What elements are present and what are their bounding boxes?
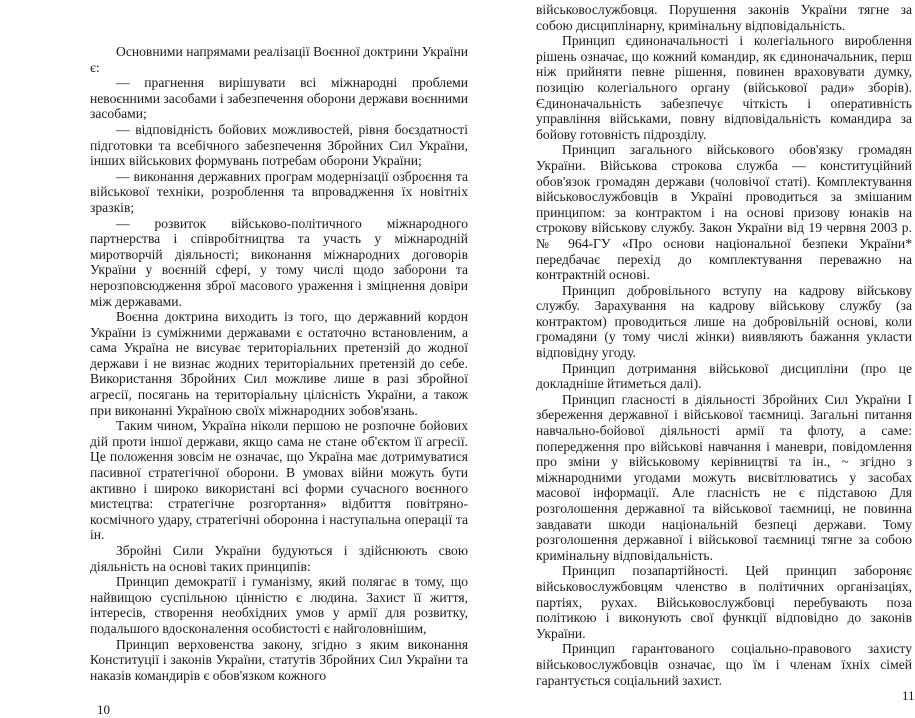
right-page-text <box>536 2 912 688</box>
paragraph: Принцип єдиноначальності і колегіального вироблення рішень означає, що кожний командир, як єдиноначальник, перш ніж прийняти певне рішення, повинен враховувати думку, позицію колегіального органу (військової ради» зборів). Єдиноначальність забезпечує чіткість і оперативність управління військами, повну відповідальність командира за бойову готовність підрозділу. <box>536 33 912 142</box>
paragraph: Воєнна доктрина виходить із того, що державний кордон України із суміжними державами є остаточно встановленим, а сама Україна не висуває територіальних претензій до жодної держави і не визнає жодних територіальних претензій до себе. Використання Збройних Сил можливе лише в разі збройної агресії, посягань на територіальну цілісність України, а також при виконанні Україною своїх міжнародних зобов'язань. <box>90 309 468 418</box>
paragraph: Принцип загального військового обов'язку громадян України. Військова строкова служба — конституційний обов'язок громадян держави (чоловічої статі). Комплектування військовослужбовців в Україні проводиться за змішаним принципом: за контрактом і на основі призову юнаків на строкову військову службу. Закон України від 19 червня 2003 р. № 964-ГУ «Про основи національної безпеки України* передбачає перехід до комплектування переважно на контрактній основі. <box>536 142 912 283</box>
paragraph: Принцип верховенства закону, згідно з яким виконання Конституції і законів України, статутів Збройних Сил України та наказів командирів є обов'язком кожного <box>90 636 468 683</box>
paragraph: Збройні Сили України будуються і здійснюють свою діяльність на основі таких принципів: <box>90 543 468 574</box>
list-item: — прагнення вирішувати всі міжнародні проблеми невоєнними засобами і забезпечення оборони держави воєнними засобами; <box>90 75 468 122</box>
paragraph: Принцип гарантованого соціально-правового захисту військовослужбовців означає, що їм і членам їхніх сімей гарантується соціальний захист. <box>536 641 912 688</box>
paragraph: Принцип гласності в діяльності Збройних Сил України І збереження державної і військової таємниці. Загальні питання навчально-бойової діяльності армії та флоту, а саме: попередження про військові навчання і маневри, повідомлення про зміни у військовому керівництві та ін., ~ згідно з міжнародними угодами можуть висвітлюватись у засобах масової інформації. Але гласність не є підставою Для розголошення державної та військової таємниці, не повинна завдавати шкоди національній безпеці держави. Тому розголошення державної і військової таємниці тягне за собою кримінальну відповідальність. <box>536 391 912 563</box>
paragraph: Таким чином, Україна ніколи першою не розпочне бойових дій проти іншої держави, якщо сама не стане об'єктом її агресії. Це положення зовсім не означає, що Україна має дотримуватися пасивної стратегічної оборони. В умовах війни можуть бути активно і широко використані всі форми сучасного воєнного мистецтва: стратегічне розгортання» відбиття повітряно-космічного удару, стратегічні оборонна і наступальна операції та ін. <box>90 418 468 543</box>
page-number-left: 10 <box>97 702 110 717</box>
list-item: — розвиток військово-політичного міжнародного партнерства і співробітництва та участь у міжнародній миротворчій діяльності; виконання міжнародних договорів України у воєнній сфері, у тому числі щодо заборони та нерозповсюдження зброї масового ураження і зміцнення довіри між державами. <box>90 215 468 309</box>
page-number-right: 11 <box>902 688 915 703</box>
paragraph: військовослужбовця. Порушення законів України тягне за собою дисциплінарну, кримінальну відповідальність. <box>536 2 912 33</box>
left-page-text <box>90 44 468 683</box>
paragraph: Основними напрямами реалізації Воєнної доктрини України є: <box>90 44 468 75</box>
list-item: — виконання державних програм модернізації озброєння та військової техніки, розроблення та впровадження їх новітніх зразків; <box>90 168 468 215</box>
paragraph: Принцип добровільного вступу на кадрову військову службу. Зарахування на кадрову військову службу (за контрактом) проводиться лише на добровільній основі, коли громадяни (у тому числі жінки) виявляють бажання укласти відповідну угоду. <box>536 282 912 361</box>
paragraph: Принцип дотримання військової дисципліни (про це докладніше йтиметься далі). <box>536 360 912 392</box>
paragraph: Принцип демократії і гуманізму, який полягає в тому, що найвищою суспільною цінністю є людина. Захист її життя, інтересів, створення необхідних умов у армії для розвитку, подальшого вдосконалення особистості є найголовнішим, <box>90 574 468 636</box>
paragraph: Принцип позапартійності. Цей принцип забороняє військовослужбовцям членство в політичних організаціях, партіях, рухах. Військовослужбовці перебувають поза політикою і виконують свої функції відповідно до законів України. <box>536 563 912 641</box>
list-item: — відповідність бойових можливостей, рівня боєздатності підготовки та всебічного забезпечення Збройних Сил України, інших військових формувань потребам оборони України; <box>90 121 468 169</box>
